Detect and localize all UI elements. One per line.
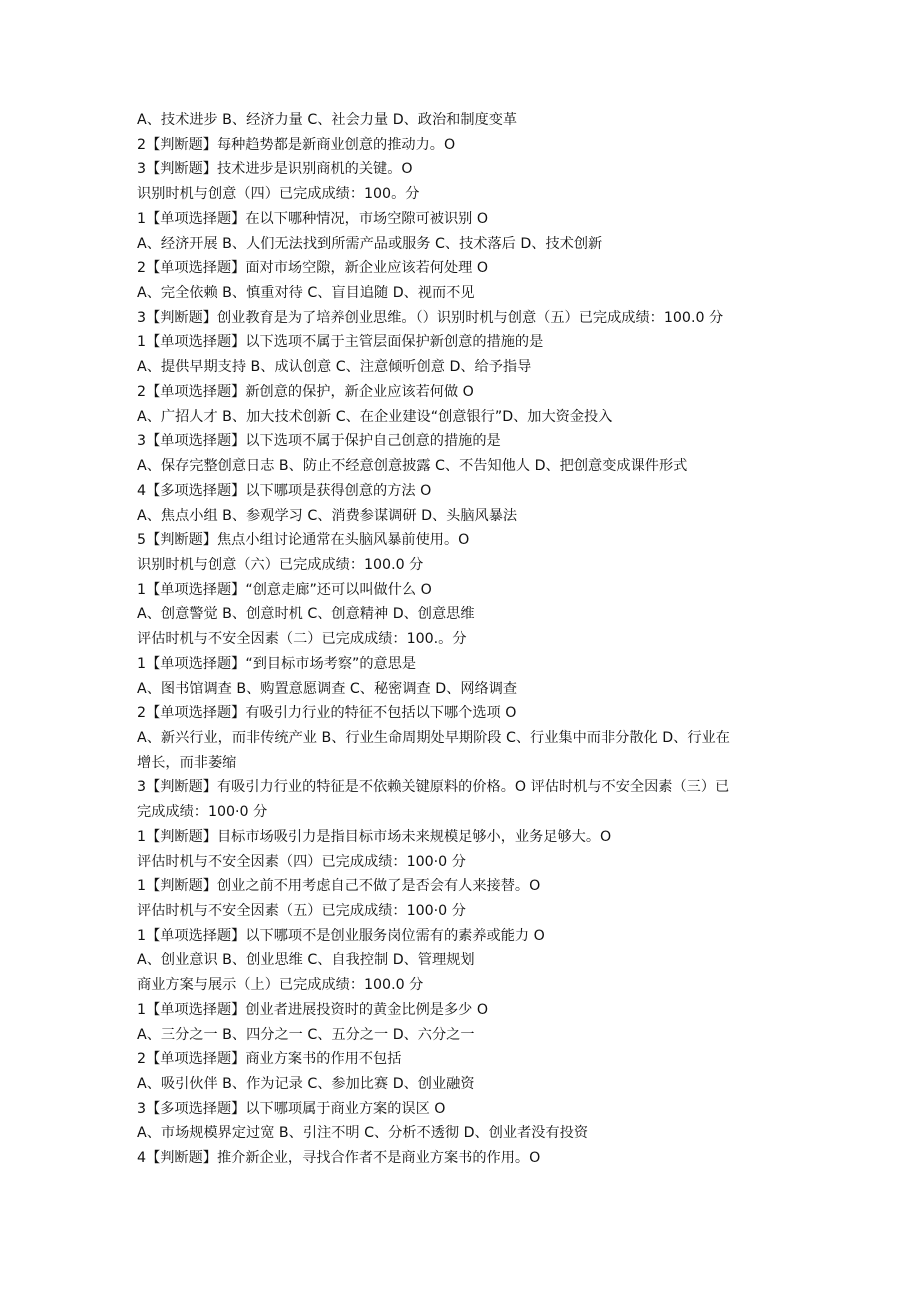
text-line: 完成成绩：100·0 分 bbox=[137, 804, 268, 821]
section-heading: 评估时机与不安全因素（四）已完成成绩：100·0 分 bbox=[137, 853, 466, 870]
text-line: 4【多项选择题】以下哪项是获得创意的方法 O bbox=[137, 482, 432, 499]
text-line: 1【判断题】创业之前不用考虑自己不做了是否会有人来接替。O bbox=[137, 878, 541, 895]
text-line: A、创意警觉 B、创意时机 C、创意精神 D、创意思维 bbox=[137, 606, 475, 623]
text-line: 5【判断题】焦点小组讨论通常在头脑风暴前使用。O bbox=[137, 532, 470, 549]
text-line: 2【单项选择题】有吸引力行业的特征不包括以下哪个选项 O bbox=[137, 705, 517, 722]
text-line: 4【判断题】推介新企业，寻找合作者不是商业方案书的作用。O bbox=[137, 1150, 541, 1167]
text-line: 1【单项选择题】“创意走廊”还可以叫做什么 O bbox=[137, 581, 432, 598]
text-line: 3【单项选择题】以下选项不属于保护自己创意的措施的是 bbox=[137, 433, 501, 450]
text-line: 1【单项选择题】以下哪项不是创业服务岗位需有的素养或能力 O bbox=[137, 927, 545, 944]
text-line: A、吸引伙伴 B、作为记录 C、参加比赛 D、创业融资 bbox=[137, 1076, 475, 1093]
document-body bbox=[137, 108, 787, 1171]
text-line: 2【单项选择题】新创意的保护，新企业应该若何做 O bbox=[137, 383, 474, 400]
text-line: A、创业意识 B、创业思维 C、自我控制 D、管理规划 bbox=[137, 952, 475, 969]
text-line: A、新兴行业，而非传统产业 B、行业生命周期处早期阶段 C、行业集中而非分散化 D、行业在 bbox=[137, 729, 730, 746]
text-line: 1【单项选择题】以下选项不属于主管层面保护新创意的措施的是 bbox=[137, 334, 544, 351]
text-line: 1【单项选择题】创业者进展投资时的黄金比例是多少 O bbox=[137, 1001, 489, 1018]
text-line: A、提供早期支持 B、成认创意 C、注意倾听创意 D、给予指导 bbox=[137, 359, 532, 376]
text-line: 增长，而非萎缩 bbox=[137, 754, 237, 771]
text-line: A、图书馆调查 B、购置意愿调查 C、秘密调查 D、网络调查 bbox=[137, 680, 518, 697]
section-heading: 商业方案与展示（上）已完成成绩：100.0 分 bbox=[137, 977, 424, 994]
section-heading: 评估时机与不安全因素（五）已完成成绩：100·0 分 bbox=[137, 903, 466, 919]
text-line: A、三分之一 B、四分之一 C、五分之一 D、六分之一 bbox=[137, 1026, 475, 1043]
text-line: A、完全依赖 B、慎重对待 C、盲目追随 D、视而不见 bbox=[137, 285, 475, 302]
text-line: A、焦点小组 B、参观学习 C、消费参谋调研 D、头脑风暴法 bbox=[137, 507, 518, 524]
text-line: 2【单项选择题】商业方案书的作用不包括 bbox=[137, 1051, 402, 1068]
text-line: 3【判断题】技术进步是识别商机的关键。O bbox=[137, 161, 413, 178]
section-heading: 评估时机与不安全因素（二）已完成成绩：100.。分 bbox=[137, 631, 467, 648]
text-line: 1【单项选择题】在以下哪种情况，市场空隙可被识别 O bbox=[137, 210, 489, 227]
text-line: A、市场规模界定过宽 B、引注不明 C、分析不透彻 D、创业者没有投资 bbox=[137, 1125, 589, 1142]
text-line: 3【多项选择题】以下哪项属于商业方案的误区 O bbox=[137, 1100, 446, 1117]
text-line: 2【单项选择题】面对市场空隙，新企业应该若何处理 O bbox=[137, 260, 489, 277]
text-line: 3【判断题】创业教育是为了培养创业思维。（）识别时机与创意（五）已完成成绩：100.0 分 bbox=[137, 309, 724, 326]
text-line: 3【判断题】有吸引力行业的特征是不依赖关键原料的价格。O 评估时机与不安全因素（三）已 bbox=[137, 779, 730, 796]
text-line: A、经济开展 B、人们无法找到所需产品或服务 C、技术落后 D、技术创新 bbox=[137, 235, 603, 252]
text-line: A、技术进步 B、经济力量 C、社会力量 D、政治和制度变革 bbox=[137, 112, 518, 128]
text-line: A、广招人才 B、加大技术创新 C、在企业建设“创意银行”D、加大资金投入 bbox=[137, 408, 613, 425]
text-line: 1【单项选择题】“到目标市场考察”的意思是 bbox=[137, 655, 417, 672]
text-line: A、保存完整创意日志 B、防止不经意创意披露 C、不告知他人 D、把创意变成课件形式 bbox=[137, 458, 688, 475]
section-heading: 识别时机与创意（六）已完成成绩：100.0 分 bbox=[137, 556, 424, 573]
text-line: 2【判断题】每种趋势都是新商业创意的推动力。O bbox=[137, 136, 456, 153]
section-heading: 识别时机与创意（四）已完成成绩：100。分 bbox=[137, 186, 420, 203]
text-line: 1【判断题】目标市场吸引力是指目标市场未来规模足够小，业务足够大。O bbox=[137, 828, 612, 845]
